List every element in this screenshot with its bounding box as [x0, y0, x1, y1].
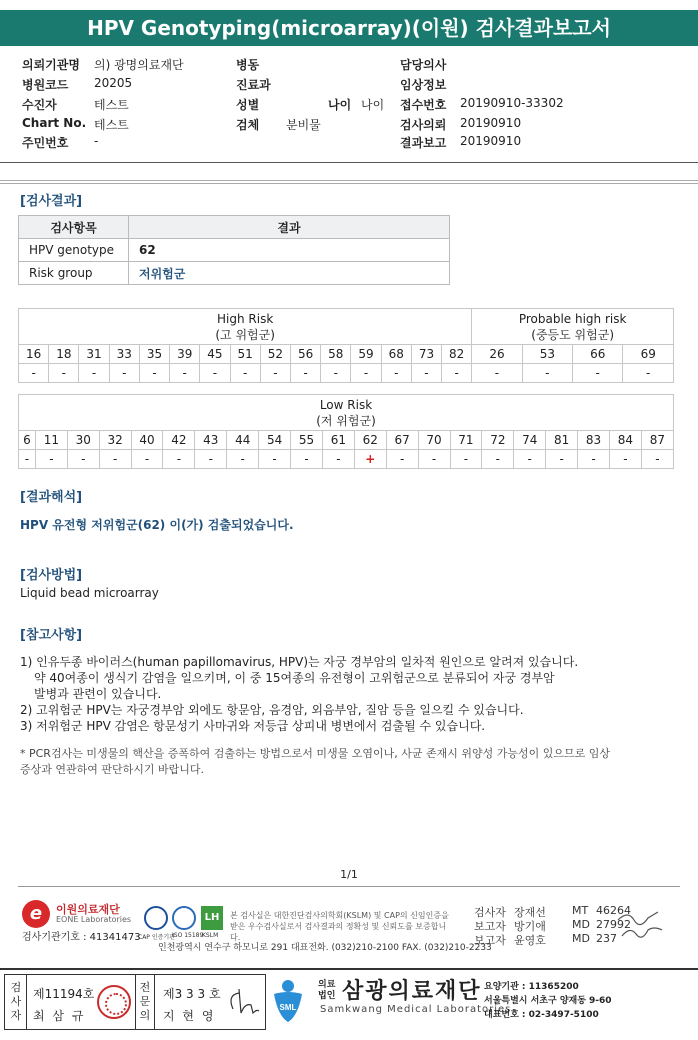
age-value: 나이 [361, 98, 385, 112]
specialist-license: 제3 3 3 호 [163, 987, 221, 1001]
genotype-value: 62 [129, 239, 450, 262]
high-risk-header [19, 309, 472, 345]
high-risk-result: - [170, 364, 200, 383]
info-value: 테스트 [94, 118, 129, 132]
high-risk-result: - [351, 364, 381, 383]
high-risk-grid [18, 308, 674, 383]
lab-name: 이원의료재단 [56, 903, 120, 916]
signer-cert: MT [572, 904, 589, 917]
low-risk-result: + [354, 450, 386, 469]
high-risk-header-kr: (고 위험군) [215, 327, 275, 342]
info-value: 의) 광명의료재단 [94, 58, 184, 72]
high-risk-type: 59 [351, 345, 381, 364]
signer-cert: MD [572, 918, 590, 931]
specialist-signature-icon [225, 983, 261, 1021]
note-line: 발병과 관련이 있습니다. [34, 687, 162, 701]
specialist-name: 지 현 영 [163, 1009, 216, 1023]
signer-name: 윤영호 [514, 934, 546, 947]
high-risk-type: 68 [381, 345, 411, 364]
col-result-header: 결과 [129, 216, 450, 239]
probable-risk-result: - [573, 364, 623, 383]
footnote-line: 증상과 연관하여 판단하시기 바랍니다. [20, 763, 205, 776]
info-label: 병동 [236, 58, 260, 72]
header-divider [0, 162, 698, 163]
org-name: 삼광의료재단 [342, 979, 482, 1004]
low-risk-result: - [609, 450, 641, 469]
info-label: 병원코드 [22, 78, 69, 92]
notes-list [20, 654, 578, 734]
age-label: 나이 [328, 98, 352, 112]
accreditation-text: 본 검사실은 대한진단검사의학회(KSLM) 및 CAP의 신임인증을 받은 우수검사실로서 검사결과의 정확성 및 신뢰도를 보증합니다. [230, 911, 449, 942]
inspector-name: 최 삼 규 [33, 1009, 86, 1023]
genotype-label: HPV genotype [19, 239, 129, 262]
iso-cert-label: ISO 15189 [172, 932, 204, 939]
interpretation-section-title: [결과해석] [20, 490, 83, 505]
note-line: 1) 인유두종 바이러스(human papillomavirus, HPV)는 자궁 경부암의 일차적 원인으로 알려져 있습니다. [20, 655, 579, 669]
low-risk-result: - [259, 450, 291, 469]
lab-address: 인천광역시 연수구 하모니로 291 대표전화. (032)210-2100 FAX. (032)210-2233 [158, 943, 492, 953]
low-risk-result: - [514, 450, 546, 469]
inspector-label: 검사자 [10, 981, 22, 1022]
info-value: 20190910 [460, 116, 522, 130]
high-risk-type: 33 [109, 345, 139, 364]
low-risk-type: 87 [641, 431, 673, 450]
high-risk-type: 18 [49, 345, 79, 364]
signer-role: 보고자 [474, 934, 506, 947]
high-risk-type: 51 [230, 345, 260, 364]
high-risk-type: 16 [19, 345, 49, 364]
header-divider-double [0, 180, 698, 184]
org-name-en: Samkwang Medical Laboratories [320, 1004, 512, 1015]
high-risk-result: - [19, 364, 49, 383]
cap-cert-label: CAP 인증기관 [138, 934, 176, 941]
probable-risk-type: 69 [623, 345, 674, 364]
inspector-seal-icon [97, 985, 131, 1019]
low-risk-type: 54 [259, 431, 291, 450]
low-risk-result: - [19, 450, 36, 469]
low-risk-type: 67 [386, 431, 418, 450]
probable-risk-type: 26 [472, 345, 522, 364]
footnote [20, 746, 610, 778]
org-info-line: 요양기관 : 11365200 [484, 982, 579, 992]
high-risk-result: - [290, 364, 320, 383]
info-label: 결과보고 [400, 136, 447, 150]
low-risk-type: 61 [322, 431, 354, 450]
kslm-cert-icon: LH [201, 906, 223, 930]
low-risk-result: - [578, 450, 610, 469]
info-value: 20190910 [460, 134, 522, 148]
low-risk-result: - [450, 450, 482, 469]
low-risk-result: - [546, 450, 578, 469]
sml-logo-icon [268, 978, 308, 1024]
probable-high-risk-header [472, 309, 674, 345]
info-label: 검체 [236, 118, 260, 132]
low-risk-type: 84 [609, 431, 641, 450]
org-info-line: 대표번호 : 02-3497-5100 [484, 1010, 599, 1020]
probable-header-en: Probable high risk [518, 311, 627, 326]
signer-no: 27992 [596, 918, 631, 931]
cap-cert-icon [144, 906, 168, 930]
high-risk-type: 73 [411, 345, 441, 364]
high-risk-result: - [230, 364, 260, 383]
probable-risk-type: 53 [522, 345, 572, 364]
high-risk-type: 45 [200, 345, 230, 364]
low-risk-result: - [67, 450, 99, 469]
signer-no: 237 [596, 932, 617, 945]
low-risk-type: 71 [450, 431, 482, 450]
stamp-box [4, 974, 266, 1030]
info-value: 20190910-33302 [460, 96, 564, 110]
low-risk-result: - [322, 450, 354, 469]
info-label: 수진자 [22, 98, 57, 112]
low-risk-result: - [482, 450, 514, 469]
low-risk-type: 44 [227, 431, 259, 450]
notes-section-title: [참고사항] [20, 628, 83, 643]
low-risk-type: 40 [131, 431, 163, 450]
probable-header-kr: (중등도 위험군) [531, 327, 614, 342]
inspector-license: 제11194호 [33, 987, 95, 1001]
note-line: 약 40여종이 생식기 감염을 일으키며, 이 중 15여종의 유전형이 고위험군으로 분류되어 자궁 경부암 [34, 671, 555, 685]
kslm-cert-label: KSLM [202, 932, 219, 939]
info-value: 테스트 [94, 98, 129, 112]
interpretation-text: HPV 유전형 저위험군(62) 이(가) 검출되었습니다. [20, 518, 294, 532]
high-risk-type: 35 [139, 345, 169, 364]
low-risk-result: - [227, 450, 259, 469]
method-section-title: [검사방법] [20, 568, 83, 583]
info-label: 의뢰기관명 [22, 58, 80, 72]
info-label: Chart No. [22, 116, 87, 130]
probable-risk-result: - [623, 364, 674, 383]
high-risk-type: 58 [321, 345, 351, 364]
info-label: 검사의뢰 [400, 118, 447, 132]
high-risk-type: 56 [290, 345, 320, 364]
high-risk-result: - [200, 364, 230, 383]
result-table [18, 215, 450, 285]
footer-divider [0, 968, 698, 970]
page-number: 1/1 [340, 868, 358, 881]
probable-risk-type: 66 [573, 345, 623, 364]
note-line: 2) 고위험군 HPV는 자궁경부암 외에도 항문암, 음경암, 외음부암, 질암 등을 일으킬 수 있습니다. [20, 703, 524, 717]
signer-role: 보고자 [474, 920, 506, 933]
low-risk-result: - [131, 450, 163, 469]
signature-icon [614, 906, 674, 940]
low-risk-type: 6 [19, 431, 36, 450]
low-risk-result: - [386, 450, 418, 469]
low-risk-header-en: Low Risk [319, 397, 373, 412]
info-label: 진료과 [236, 78, 271, 92]
lab-name-en: EONE Laboratories [56, 915, 132, 924]
low-risk-header [19, 395, 674, 431]
risk-group-value: 저위험군 [129, 262, 450, 285]
low-risk-result: - [418, 450, 450, 469]
org-info [484, 980, 612, 1022]
col-item-header: 검사항목 [19, 216, 129, 239]
signer-name: 방기애 [514, 920, 546, 933]
info-label: 접수번호 [400, 98, 447, 112]
note-line: 3) 저위험군 HPV 감염은 항문성기 사마귀와 저등급 상피내 병변에서 검출될 수 있습니다. [20, 719, 486, 733]
low-risk-grid [18, 394, 674, 469]
risk-group-label: Risk group [19, 262, 129, 285]
high-risk-result: - [321, 364, 351, 383]
low-risk-type: 81 [546, 431, 578, 450]
info-value: 20205 [94, 76, 133, 90]
high-risk-result: - [442, 364, 472, 383]
info-value: 분비물 [286, 118, 321, 132]
low-risk-type: 62 [354, 431, 386, 450]
high-risk-type: 82 [442, 345, 472, 364]
high-risk-result: - [381, 364, 411, 383]
low-risk-result: - [99, 450, 131, 469]
probable-risk-result: - [472, 364, 522, 383]
low-risk-type: 11 [35, 431, 67, 450]
signer-no: 46264 [596, 904, 631, 917]
high-risk-result: - [79, 364, 109, 383]
info-label: 주민번호 [22, 136, 69, 150]
low-risk-type: 55 [291, 431, 323, 450]
probable-risk-result: - [522, 364, 572, 383]
low-risk-type: 42 [163, 431, 195, 450]
low-risk-header-kr: (저 위험군) [316, 413, 376, 428]
low-risk-result: - [641, 450, 673, 469]
high-risk-type: 52 [260, 345, 290, 364]
high-risk-header-en: High Risk [217, 311, 274, 326]
high-risk-type: 31 [79, 345, 109, 364]
low-risk-type: 74 [514, 431, 546, 450]
lab-code: 검사기관기호 : 41341473 [22, 932, 141, 943]
signer-role: 검사자 [474, 906, 506, 919]
low-risk-result: - [291, 450, 323, 469]
method-text: Liquid bead microarray [20, 586, 159, 600]
eone-logo-icon: e [22, 900, 50, 928]
org-info-line: 서울특별시 서초구 양재동 9-60 [484, 996, 612, 1006]
signer-cert: MD [572, 932, 590, 945]
low-risk-result: - [195, 450, 227, 469]
low-risk-result: - [163, 450, 195, 469]
high-risk-result: - [411, 364, 441, 383]
high-risk-type: 39 [170, 345, 200, 364]
footnote-line: * PCR검사는 미생물의 핵산을 증폭하여 검출하는 방법으로서 미생물 오염이나, 사균 존재시 위양성 가능성이 있으므로 임상 [20, 747, 610, 760]
sml-logo-text: SML [279, 1003, 297, 1012]
report-title: HPV Genotyping(microarray)(이원) 검사결과보고서 [0, 10, 698, 46]
low-risk-type: 72 [482, 431, 514, 450]
high-risk-result: - [260, 364, 290, 383]
lab-info [18, 892, 698, 962]
age-info [328, 96, 384, 113]
org-type: 의료법인 [318, 980, 336, 1001]
low-risk-type: 30 [67, 431, 99, 450]
low-risk-type: 70 [418, 431, 450, 450]
high-risk-result: - [109, 364, 139, 383]
high-risk-result: - [49, 364, 79, 383]
result-section-title: [검사결과] [20, 194, 83, 209]
iso-cert-icon [172, 906, 196, 930]
low-risk-result: - [35, 450, 67, 469]
signer-name: 장재선 [514, 906, 546, 919]
low-risk-type: 43 [195, 431, 227, 450]
low-risk-type: 83 [578, 431, 610, 450]
info-label: 성별 [236, 98, 260, 112]
info-label: 임상정보 [400, 78, 447, 92]
info-value: - [94, 134, 99, 148]
low-risk-type: 32 [99, 431, 131, 450]
info-label: 담당의사 [400, 58, 447, 72]
specialist-label: 전문의 [139, 981, 151, 1022]
high-risk-result: - [139, 364, 169, 383]
lab-divider [18, 886, 680, 887]
